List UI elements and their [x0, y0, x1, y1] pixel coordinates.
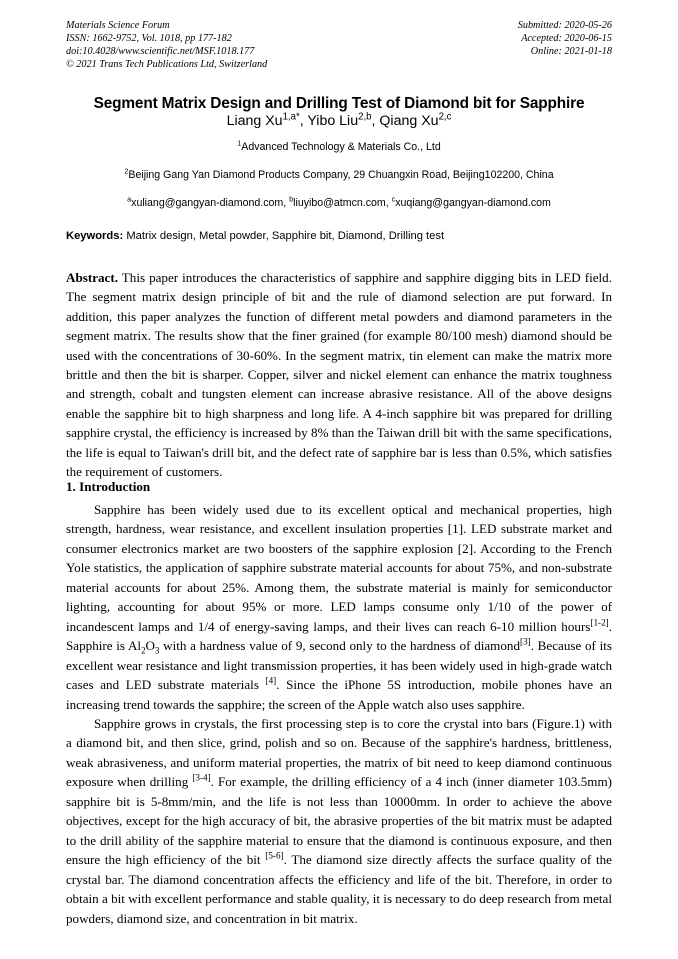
section-heading-introduction: 1. Introduction: [66, 479, 151, 494]
journal-doi: doi:10.4028/www.scientific.net/MSF.1018.177: [66, 46, 255, 58]
journal-name: Materials Science Forum: [66, 20, 170, 31]
author-emails: $^a$xuliang@gangyan-diamond.com, $^b$liuyibo@atmcn.com, $^c$xuqiang@gangyan-diamond.com: [127, 194, 551, 209]
online-date: Online: 2021-01-18: [530, 46, 612, 58]
abstract-text: This paper introduces the characteristics of sapphire and sapphire digging bits in LED field. The segment matrix design principle of bit and the rule of diamond selection are put forward. In addition, this paper analyzes the function of different metal powders and diamond parameters in the segment matrix. The results show that the finer grained (for example 80/100 mesh) diamond should be used with the concentrations of 30-60%. In the segment matrix, tin element can make the matrix more brittle and then the bit is sharper. Copper, silver and nickel element can enhance the matrix toughness and strength, cobalt and tungsten element can increase abrasive resistance. All of the above designs enable the sapphire bit to high sharpness and long life. A 4-inch sapphire bit was prepared for drilling sapphire crystal, the efficiency is increased by 8% than the Taiwan drill bit with the same specifications, the life is equal to Taiwan's drill bit, and the defect rate of sapphire bar is less than 0.5%, which satisfies the requirement of customers.: [66, 270, 612, 480]
submitted-date: Submitted: 2020-05-26: [517, 20, 612, 31]
paragraph: Sapphire has been widely used due to its excellent optical and mechanical properties, high strength, hardness, wear resistance, and excellent insulation properties [1]. LED substrate market and consumer electronics market are two boosters of the sapphire explosion [2]. According to the French Yole statistics, the application of sapphire substrate material accounts for about 75%, and non-substrate material accounts for about 25%. Among them, the substrate material is mainly for semiconductor lighting, accounting for about 95% or more. LED lamps consume only 1/10 of the power of incandescent lamps and 1/4 of energy-saving lamps, and their lives can reach 6-10 million hours[1-2]. Sapphire is $Al_2O_3$ with a hardness value of 9, second only to the hardness of diamond[3]. Because of its excellent wear resistance and light transmission properties, it has been widely used in high-grade watch cases and LED substrate materials [4]. Since the iPhone 5S introduction, mobile phones have an increasing trend towards the sapphire; the screen of the Apple watch also uses sapphire.: [66, 502, 613, 712]
abstract-label: Abstract.: [66, 270, 118, 285]
paper-title: Segment Matrix Design and Drilling Test of Diamond bit for Sapphire: [93, 95, 585, 113]
keywords-label: Keywords:: [66, 230, 124, 242]
introduction-body: [66, 500, 612, 928]
affiliation-1: $^1$Advanced Technology & Materials Co., Ltd: [237, 138, 441, 153]
journal-issn-volume: ISSN: 1662-9752, Vol. 1018, pp 177-182: [66, 33, 232, 45]
affiliation-2: $^2$Beijing Gang Yan Diamond Products Company, 29 Chuangxin Road, Beijing102200, China: [124, 166, 554, 181]
journal-info-block: [66, 19, 267, 71]
journal-copyright: © 2021 Trans Tech Publications Ltd, Switzerland: [66, 59, 268, 71]
submission-dates-block: [518, 19, 612, 58]
keywords-line: [66, 229, 612, 244]
paragraph: Sapphire grows in crystals, the first processing step is to core the crystal into bars (Figure.1) with a diamond bit, and then slice, grind, polish and so on. Because of the sapphire's hardness, brittleness, weak abrasiveness, and uniform material properties, the matrix of bit need to keep diamond continuous exposure when drilling [3-4]. For example, the drilling efficiency of a 4 inch (inner diameter 103.5mm) sapphire bit is 5-8mm/min, and the life is not less than 10000mm. In order to achieve the above objectives, except for the high accuracy of bit, the abrasive properties of the bit matrix must be adapted to the drill ability of the sapphire material to ensure that the diamond is continuous exposure, and then ensure the high efficiency of the bit [5-6]. The diamond size directly affects the surface quality of the crystal bar. The diamond concentration affects the efficiency and life of the bit. Therefore, in order to obtain a bit with excellent performance and stable quality, it is necessary to do deep research from metal powders, diamond size, and concentration in bit matrix.: [66, 715, 612, 926]
author-list: Liang $Xu^{1,a*}$, Yibo Liu$^{2,b}$, Qiang Xu$^{2,c}$: [226, 111, 452, 129]
keywords-value: Matrix design, Metal powder, Sapphire bit, Diamond, Drilling test: [126, 230, 445, 242]
running-header: [66, 19, 612, 71]
accepted-date: Accepted: 2020-06-15: [521, 33, 612, 45]
abstract-block: [66, 268, 612, 481]
